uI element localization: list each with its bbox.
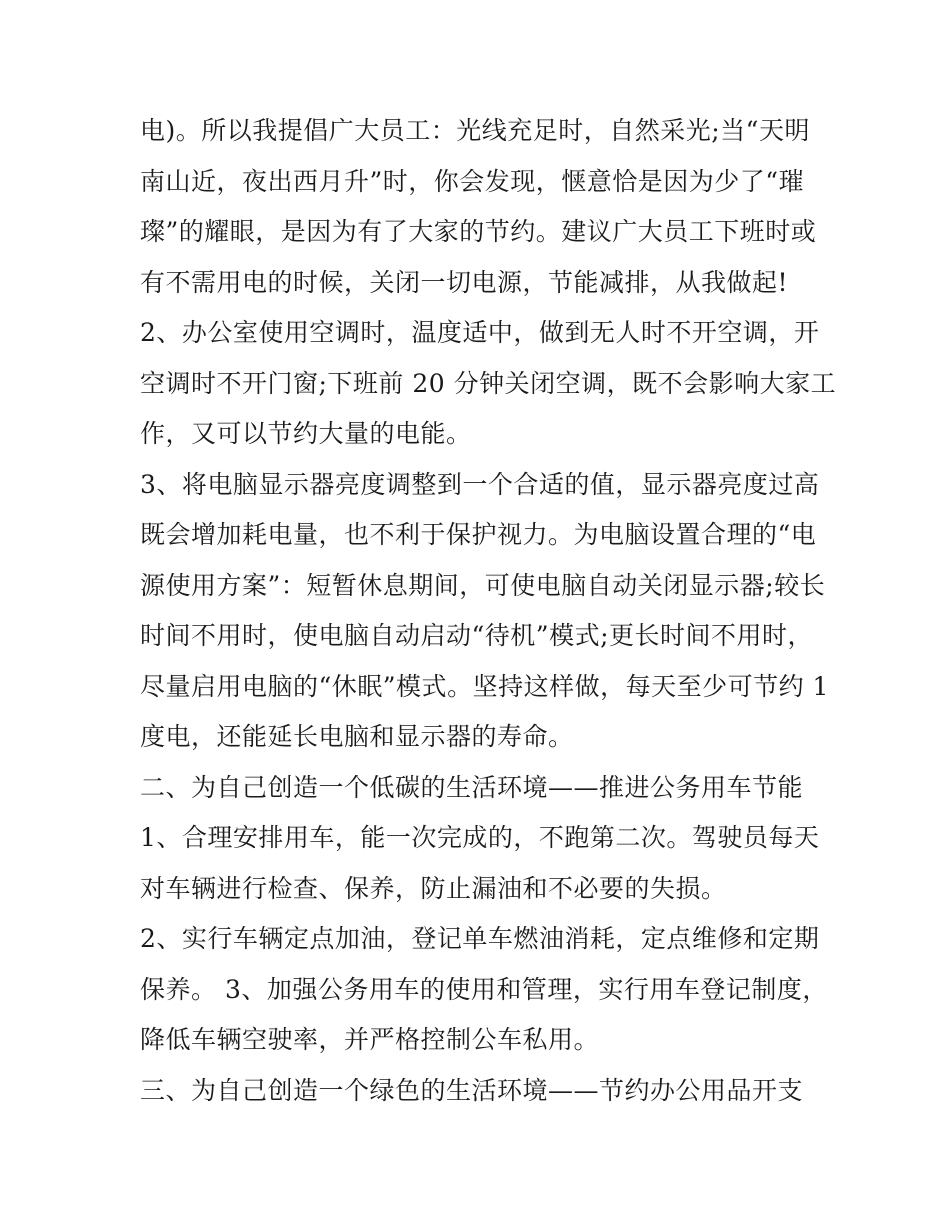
text-line-12: 尽量启用电脑的“休眠”模式。坚持这样做，每天至少可节约 1	[140, 671, 829, 701]
text-line-17: 2、实行车辆定点加油，登记单车燃油消耗，定点维修和定期	[140, 924, 820, 953]
text-line-16: 对车辆进行检查、保养，防止漏油和不必要的失损。	[140, 873, 727, 903]
text-line-13: 度电，还能延长电脑和显示器的寿命。	[140, 722, 574, 751]
text-line-4: 有不需用电的时候，关闭一切电源，节能减排，从我做起!	[140, 267, 789, 297]
text-line-5: 2、办公室使用空调时，温度适中，做到无人时不开空调，开	[140, 318, 820, 347]
text-line-3: 璨”的耀眼，是因为有了大家的节约。建议广大员工下班时或	[140, 217, 817, 246]
text-line-10: 源使用方案”：短暂休息期间，可使电脑自动关闭显示器;较长	[140, 570, 826, 600]
document-body	[140, 106, 837, 1116]
section-heading-2: 二、为自己创造一个低碳的生活环境——推进公务用车节能	[140, 772, 804, 802]
section-heading-3: 三、为自己创造一个绿色的生活环境——节约办公用品开支	[140, 1075, 804, 1105]
text-line-1: 电)。所以我提倡广大员工：光线充足时，自然采光;当“天明	[140, 116, 810, 145]
text-line-2: 南山近，夜出西月升”时，你会发现，惬意恰是因为少了“璀	[140, 166, 805, 196]
text-line-15: 1、合理安排用车，能一次完成的，不跑第二次。驾驶员每天	[140, 823, 820, 852]
text-line-7: 作，又可以节约大量的电能。	[140, 419, 472, 448]
text-line-19: 降低车辆空驶率，并严格控制公车私用。	[140, 1025, 600, 1054]
text-line-6: 空调时不开门窗;下班前 20 分钟关闭空调，既不会影响大家工	[140, 368, 837, 398]
text-line-9: 既会增加耗电量，也不利于保护视力。为电脑设置合理的“电	[140, 520, 817, 549]
text-line-8: 3、将电脑显示器亮度调整到一个合适的值，显示器亮度过高	[140, 469, 820, 499]
text-line-18: 保养。 3、加强公务用车的使用和管理，实行用车登记制度，	[140, 974, 828, 1004]
text-line-11: 时间不用时，使电脑自动启动“待机”模式;更长时间不用时，	[140, 621, 813, 650]
